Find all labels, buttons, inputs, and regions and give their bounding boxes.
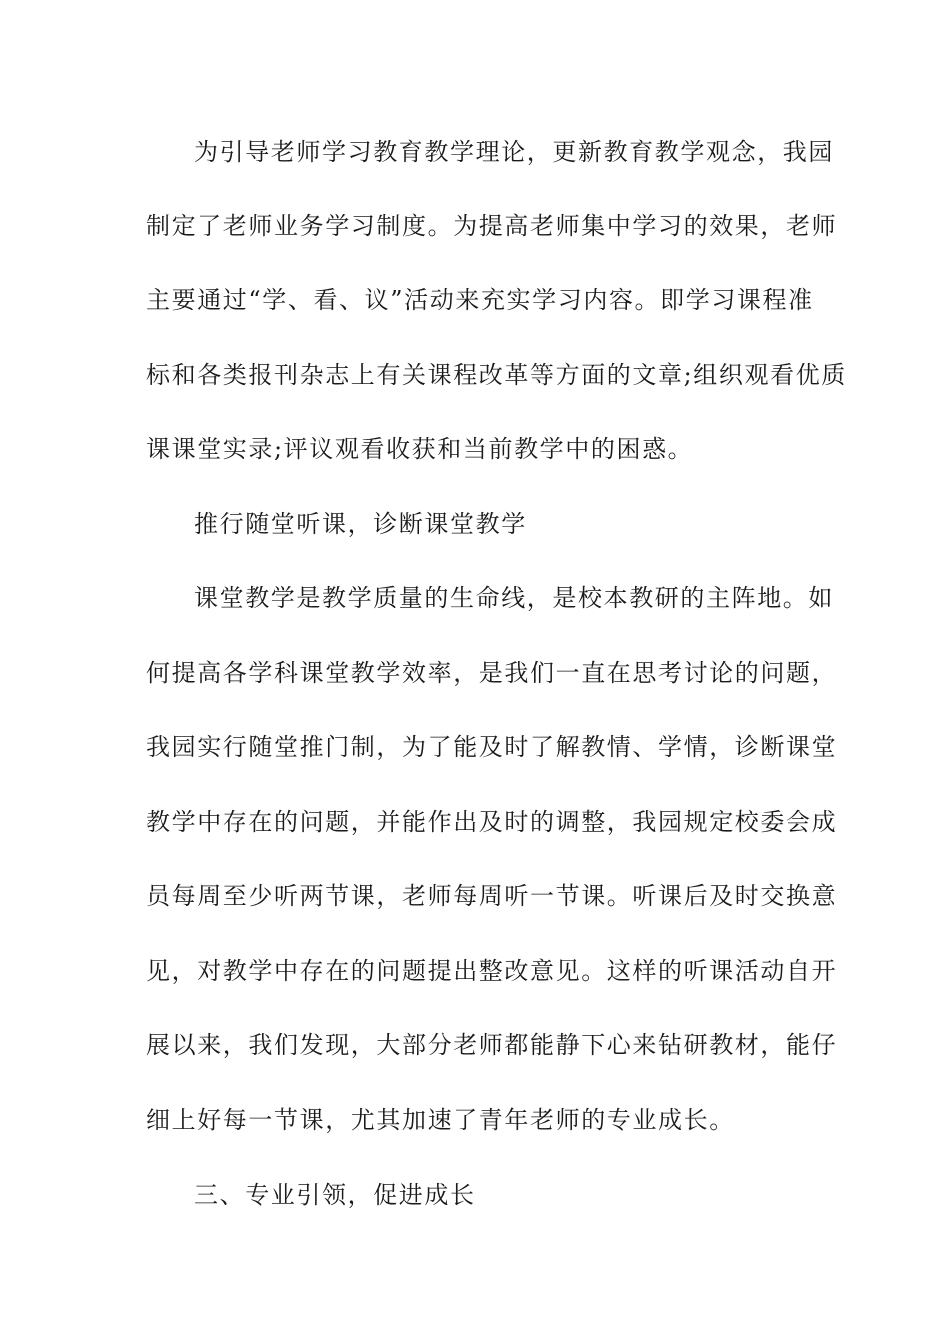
paragraph-2-line-2: 何提高各学科课堂教学效率，是我们一直在思考讨论的问题， (146, 659, 838, 687)
paragraph-2-line-1: 课堂教学是教学质量的生命线，是校本教研的主阵地。如 (194, 584, 834, 612)
paragraph-2-line-3: 我园实行随堂推门制，为了能及时了解教情、学情，诊断课堂 (146, 733, 838, 761)
paragraph-1-line-1: 为引导老师学习教育教学理论，更新教育教学观念，我园 (194, 138, 834, 166)
paragraph-1-line-3: 主要通过“学、看、议”活动来充实学习内容。即学习课程准 (146, 286, 814, 314)
paragraph-2-line-6: 见，对教学中存在的问题提出整改意见。这样的听课活动自开 (146, 957, 838, 985)
paragraph-1-line-5: 课课堂实录;评议观看收获和当前教学中的困惑。 (146, 435, 694, 463)
paragraph-1-line-4: 标和各类报刊杂志上有关课程改革等方面的文章;组织观看优质 (146, 361, 847, 389)
paragraph-1-line-2: 制定了老师业务学习制度。为提高老师集中学习的效果，老师 (146, 212, 838, 240)
paragraph-2-line-7: 展以来，我们发现，大部分老师都能静下心来钻研教材，能仔 (146, 1031, 838, 1059)
section-heading-1: 推行随堂听课，诊断课堂教学 (194, 510, 527, 538)
section-heading-3: 三、专业引领，促进成长 (194, 1181, 476, 1209)
paragraph-2-line-8: 细上好每一节课，尤其加速了青年老师的专业成长。 (146, 1106, 735, 1134)
paragraph-2-line-5: 员每周至少听两节课，老师每周听一节课。听课后及时交换意 (146, 882, 838, 910)
paragraph-2-line-4: 教学中存在的问题，并能作出及时的调整，我园规定校委会成 (146, 808, 838, 836)
